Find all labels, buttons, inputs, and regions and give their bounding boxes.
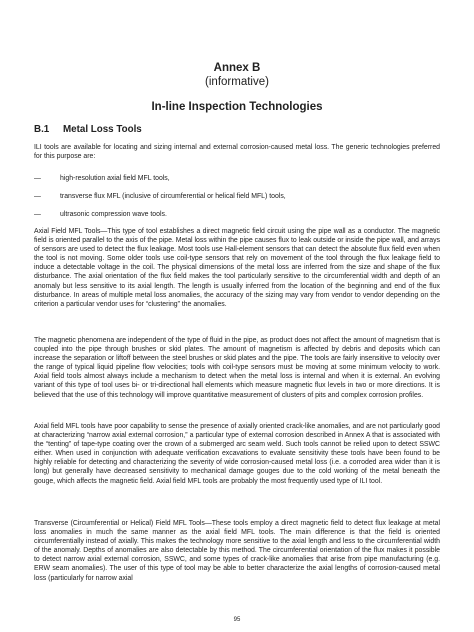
list-item bbox=[34, 174, 440, 183]
body-paragraph: The magnetic phenomena are independent of the type of fluid in the pipe, as product does not affect the amount of magnetism that is coupled into the pipe through brushes or skid plates. The amount of magnetism is affected by debris and deposits which can increase the separation or liftoff between the steel brushes or skid plates and the pipe. The tools are fairly insensitive to velocity over the range of typical liquid pipeline flow velocities; tools with coil-type sensors must be moving at some minimum velocity to work. Axial field tools almost always include a mechanism to detect when the metal loss is internal and when it is external. An evolving variant of this type of tool uses bi- or tri-directional hall elements which measure magnetic flux levels in two or more directions. It is believed that the use of this technology will improve quantitative measurement of clusters of pits and complex corrosion profiles. bbox=[34, 337, 440, 399]
section-title: Metal Loss Tools bbox=[63, 124, 142, 135]
list-item bbox=[34, 192, 440, 201]
list-item bbox=[34, 210, 440, 219]
page-title: In-line Inspection Technologies bbox=[151, 101, 323, 113]
list-dash: — bbox=[34, 193, 41, 200]
intro-paragraph: ILI tools are available for locating and sizing internal and external corrosion-caused metal loss. The generic technologies preferred for this purpose are: bbox=[34, 144, 440, 161]
list-item-text: ultrasonic compression wave tools. bbox=[60, 211, 167, 218]
section-heading bbox=[34, 124, 142, 136]
annex-title: Annex B bbox=[213, 62, 261, 74]
list-dash: — bbox=[34, 175, 41, 182]
body-paragraph: Axial field MFL tools have poor capability to sense the presence of axially oriented crack-like anomalies, and are not particularly good at characterizing “narrow axial external corrosion,” a particular type of external corrosion described in Annex A that is associated with the “tenting” of tape-type coating over the crown of a submerged arc seam weld. Such tools cannot be relied upon to detect SSWC either. When used in conjunction with adequate verification excavations to evaluate sensitivity these tools have been found to be highly reliable for detecting and characterizing the severity of wide corrosion-caused metal loss (i.e. a corroded area wider than it is long) but generally have decreased sensitivity to mechanical damage gouges due to the cold working of the metal beneath the gouge, which affects the magnetic field. Axial field MFL tools are probably the most frequently used type of ILI tool. bbox=[34, 423, 440, 485]
body-paragraph: Axial Field MFL Tools—This type of tool establishes a direct magnetic field circuit using the pipe wall as a conductor. The magnetic field is oriented parallel to the axis of the pipe. Metal loss within the pipe causes flux to leak outside or inside the pipe wall, and arrays of sensors are used to detect the flux leakage. Most tools use Hall-element sensors that can detect the absolute flux field even when the tool is not moving. Some older tools use coil-type sensors that rely on movement of the tool through the flux leakage field to induce a detectable voltage in the coil. The physical dimensions of the metal loss are inferred from the size and shape of the flux disturbance. The axial orientation of the flux field makes the tool particularly sensitive to the circumferential width and depth of an anomaly but less sensitive to its axial length. The length is usually inferred from the location of the beginning and end of the flux disturbance. In areas of multiple metal loss anomalies, the accuracy of the sizing may vary from vendor to vendor depending on the criterion a particular vendor uses for “clustering” the anomalies. bbox=[34, 228, 441, 308]
page-number: 95 bbox=[233, 617, 241, 623]
list-dash: — bbox=[34, 211, 41, 218]
annex-subtitle: (informative) bbox=[205, 76, 269, 88]
section-number: B.1 bbox=[34, 124, 50, 135]
list-item-text: high-resolution axial field MFL tools, bbox=[60, 175, 170, 182]
list-item-text: transverse flux MFL (inclusive of circumferential or helical field MFL) tools, bbox=[60, 193, 286, 200]
body-paragraph: Transverse (Circumferential or Helical) Field MFL Tools—These tools employ a direct magnetic field to detect flux leakage at metal loss anomalies in much the same manner as the axial field MFL tools. The main difference is that the field is oriented circumferentially instead of axially. This makes the technology more sensitive to the axial length and less to the circumferential width of the anomaly. Depths of anomalies are also detectable by this method. The circumferential orientation of the flux makes it possible to detect narrow axial external corrosion, SSWC, and some types of crack-like anomalies that arise from pipe manufacturing (e.g. ERW seam anomalies). The user of this type of tool may be able to better characterize the axial lengths of corrosion-caused metal loss (particularly for narrow axial bbox=[34, 520, 440, 582]
